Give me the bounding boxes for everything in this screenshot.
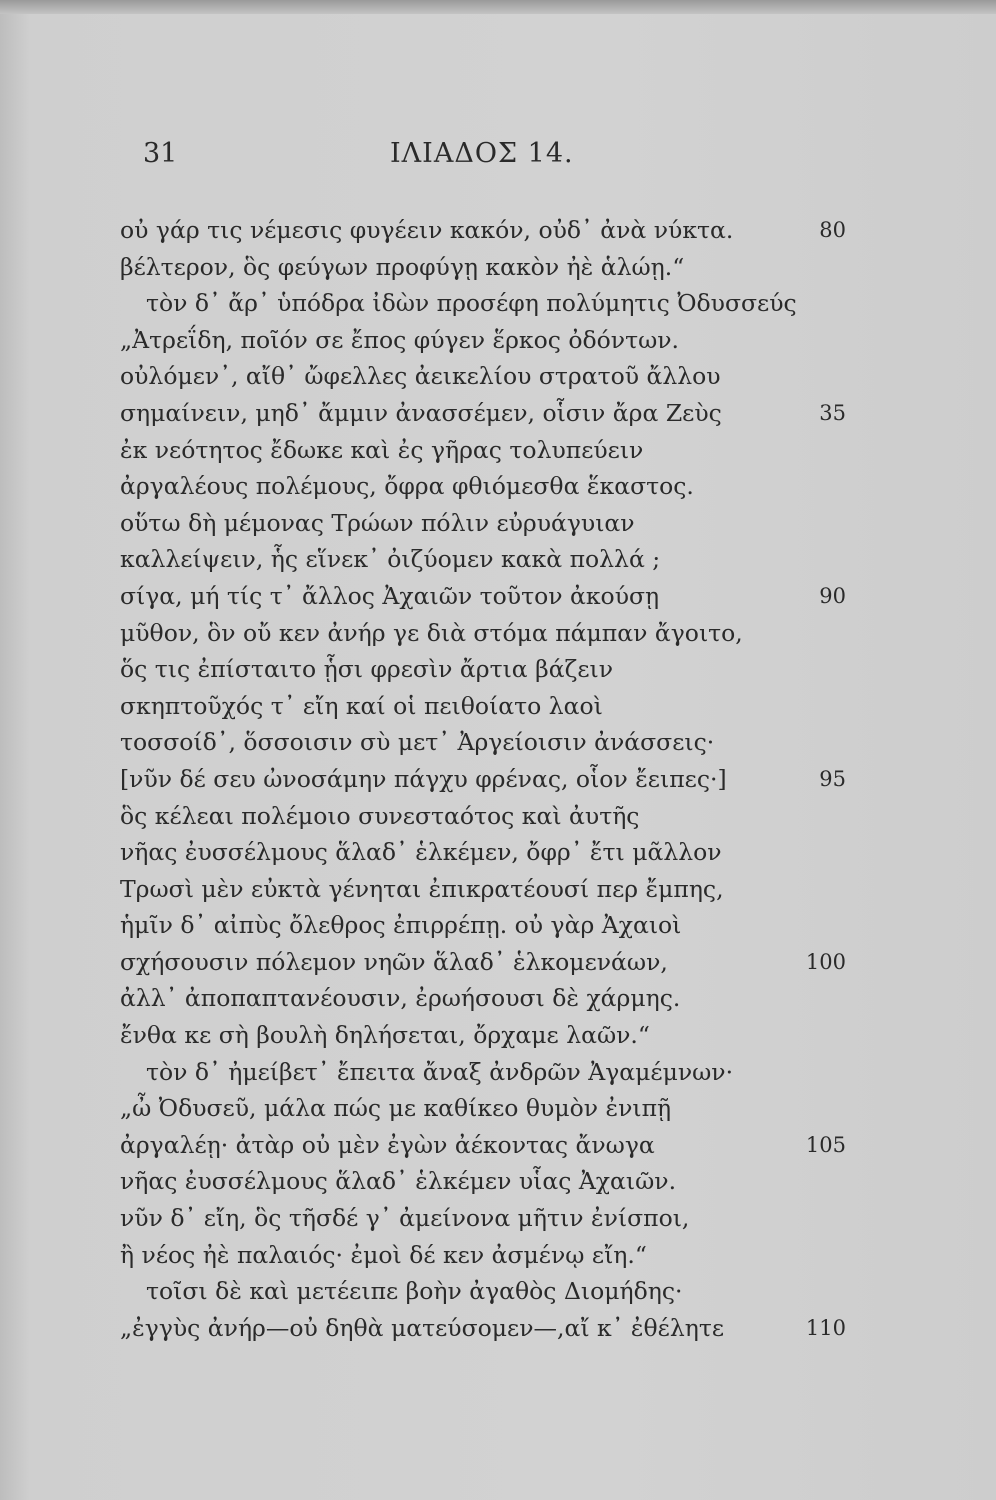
page-top-edge [0,0,996,14]
line-number: 100 [805,949,846,974]
verse-line [0,578,996,615]
verse-line [0,541,996,578]
verse-text: οὐ γάρ τις νέμεσις φυγέειν κακόν, οὐδ᾽ ἀνὰ νύκτα. [120,216,734,244]
verse-text: τοῖσι δὲ καὶ μετέειπε βοὴν ἀγαθὸς Διομήδης· [146,1277,683,1306]
verse-text: βέλτερον, ὃς φεύγων προφύγῃ κακὸν ἠὲ ἁλώῃ.“ [120,252,685,281]
verse-line [0,1127,996,1164]
line-number: 80 [819,218,846,242]
verse-text: ἀργαλέῃ· ἀτὰρ οὐ μὲν ἐγὼν ἀέκοντας ἄνωγα [120,1130,655,1159]
verse-line [0,1273,996,1310]
verse-text: νῆας ἐυσσέλμους ἅλαδ᾽ ἑλκέμεν υἷας Ἀχαιῶν. [120,1167,677,1196]
line-number: 95 [819,766,846,791]
verse-text: ἢ νέος ἠὲ παλαιός· ἐμοὶ δέ κεν ἀσμένῳ εἴη.“ [120,1240,647,1269]
verse-text: τὸν δ᾽ ἄρ᾽ ὑπόδρα ἰδὼν προσέφη πολύμητις Ὀδυσσεύς [146,289,797,318]
line-number: 90 [819,583,846,608]
verse-line [0,285,996,322]
verse-line [0,1017,996,1054]
verse-text: σχήσουσιν πόλεμον νηῶν ἅλαδ᾽ ἑλκομενάων, [120,947,668,976]
verse-line [0,505,996,542]
verse-text: ὅς τις ἐπίσταιτο ᾗσι φρεσὶν ἄρτια βάζειν [120,655,614,684]
verse-line [0,724,996,761]
verse-text: σκηπτοῦχός τ᾽ εἴη καί οἱ πειθοίατο λαοὶ [120,691,603,720]
verse-text: „Ἀτρεΐδη, ποῖόν σε ἔπος φύγεν ἕρκος ὀδόντων. [120,325,680,354]
verse-line [0,651,996,688]
verse-line [0,1237,996,1274]
verse-text: ἀργαλέους πολέμους, ὄφρα φθιόμεσθα ἕκαστος. [120,472,694,501]
verse-text: τὸν δ᾽ ἠμείβετ᾽ ἔπειτα ἄναξ ἀνδρῶν Ἀγαμέμνων· [146,1057,734,1086]
verse-line [0,615,996,652]
verse-text: μῦθον, ὃν οὔ κεν ἀνήρ γε διὰ στόμα πάμπαν ἄγοιτο, [120,618,743,647]
verse-text: νῦν δ᾽ εἴη, ὃς τῆσδέ γ᾽ ἀμείνονα μῆτιν ἐνίσποι, [120,1204,690,1233]
verse-line [0,468,996,505]
page-title: ΙΛΙΑΔΟΣ 14. [390,138,574,169]
verse-line [0,944,996,981]
verse-line [0,212,996,249]
verse-text: τοσσοίδ᾽, ὅσσοισιν σὺ μετ᾽ Ἀργείοισιν ἀνάσσεις· [120,728,715,757]
verse-line [0,322,996,359]
verse-line [0,1200,996,1237]
line-number: 35 [819,400,846,425]
verse-line [0,761,996,798]
verse-line [0,688,996,725]
verse-text: σημαίνειν, μηδ᾽ ἄμμιν ἀνασσέμεν, οἷσιν ἄρα Ζεὺς [120,398,722,427]
verse-line [0,358,996,395]
verse-text: ἡμῖν δ᾽ αἰπὺς ὄλεθρος ἐπιρρέπῃ. οὐ γὰρ Ἀχαιοὶ [120,911,682,940]
verse-line [0,798,996,835]
verse-text: „ὦ Ὀδυσεῦ, μάλα πώς με καθίκεο θυμὸν ἐνιπῇ [120,1094,672,1123]
verse-line [0,249,996,286]
verse-text: σίγα, μή τίς τ᾽ ἄλλος Ἀχαιῶν τοῦτον ἀκούσῃ [120,581,660,610]
verse-text-block [0,212,996,1346]
verse-text: οὐλόμεν᾽, αἴθ᾽ ὤφελλες ἀεικελίου στρατοῦ ἄλλου [120,362,721,391]
verse-text: ἐκ νεότητος ἔδωκε καὶ ἐς γῆρας τολυπεύειν [120,435,644,464]
verse-line [0,834,996,871]
verse-line [0,1163,996,1200]
verse-text: οὕτω δὴ μέμονας Τρώων πόλιν εὐρυάγυιαν [120,508,635,537]
verse-line [0,907,996,944]
verse-text: καλλείψειν, ἧς εἵνεκ᾽ ὀιζύομεν κακὰ πολλά ; [120,545,661,574]
verse-line [0,395,996,432]
verse-text: ἀλλ᾽ ἀποπαπτανέουσιν, ἐρωήσουσι δὲ χάρμης. [120,984,681,1013]
verse-line [0,1310,996,1347]
verse-text: ἔνθα κε σὴ βουλὴ δηλήσεται, ὄρχαμε λαῶν.“ [120,1021,650,1050]
verse-line [0,1090,996,1127]
verse-line [0,432,996,469]
verse-text: νῆας ἐυσσέλμους ἅλαδ᾽ ἑλκέμεν, ὄφρ᾽ ἔτι μᾶλλον [120,838,722,867]
verse-text: [νῦν δέ σευ ὠνοσάμην πάγχυ φρένας, οἷον ἔειπες·] [120,764,727,793]
verse-text: ὃς κέλεαι πολέμοιο συνεσταότος καὶ ἀυτῆς [120,801,640,830]
verse-line [0,980,996,1017]
line-number: 105 [805,1132,846,1157]
verse-text: „ἐγγὺς ἀνήρ—οὐ δηθὰ ματεύσομεν—,αἴ κ᾽ ἐθέλητε [120,1313,725,1342]
verse-line [0,871,996,908]
line-number: 110 [805,1315,846,1340]
verse-text: Τρωσὶ μὲν εὐκτὰ γένηται ἐπικρατέουσί περ ἔμπης, [120,874,724,903]
verse-line [0,1054,996,1091]
running-header [0,138,996,178]
page-number: 31 [143,138,178,169]
